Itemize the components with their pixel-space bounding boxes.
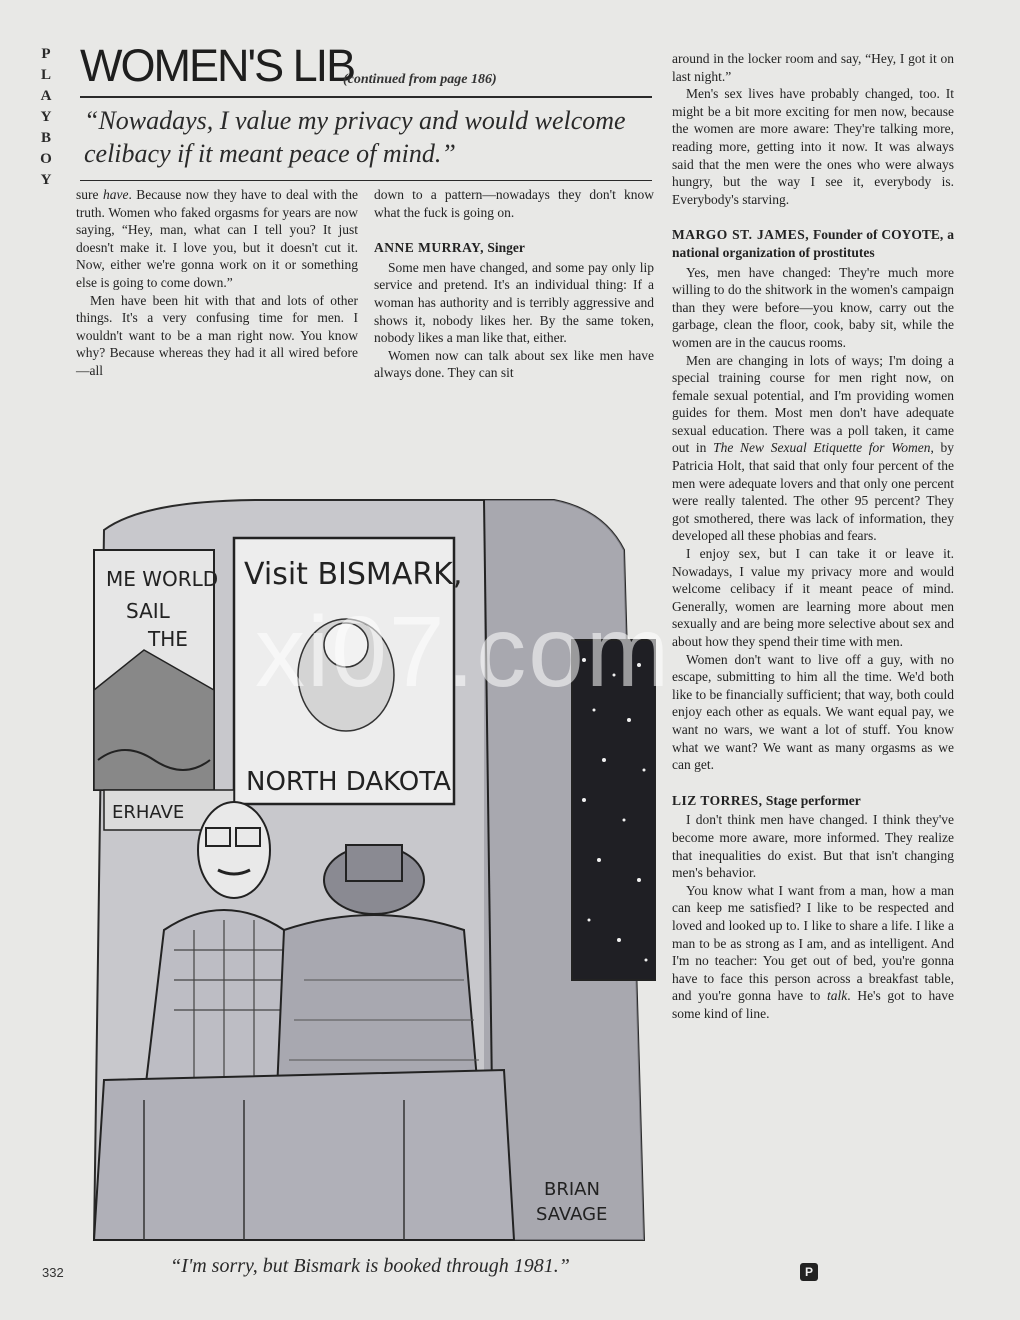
travel-poster-left [94, 550, 218, 790]
text-column-3 [672, 50, 954, 1022]
paragraph: Yes, men have changed: They're much more willing to do the shitwork in the women's campaign than they were before—you know, carry out the garbage, clean the floor, cook, baby sit, while the women are in the caucus rooms. [672, 264, 954, 350]
masthead-letter: O [40, 151, 52, 167]
paragraph: Men's sex lives have probably changed, too. It might be a bit more exciting for men now, because the women are more aware: They're talking more, reading more, getting into it now. It was always said that the men were the ones who were always hungry, but the way I see it, everybody is. Everybody's starving. [672, 86, 954, 207]
page-number: 332 [42, 1265, 64, 1280]
speaker-heading [672, 226, 954, 261]
text-column-1 [76, 186, 358, 380]
masthead-letter: Y [40, 109, 52, 125]
pull-quote-rule [80, 180, 652, 181]
speaker-heading [374, 239, 654, 257]
speaker-heading [672, 792, 954, 810]
speaker-name: MARGO ST. JAMES, [672, 227, 810, 243]
paragraph [672, 352, 954, 546]
book-title: The New Sexual Etiquette for Women [713, 440, 931, 456]
article-title: WOMEN'S LIB [80, 40, 355, 91]
poster-footer: NORTH DAKOTA [246, 767, 451, 797]
speaker-role: Stage performer [762, 792, 861, 808]
signature-line1: BRIAN [544, 1179, 600, 1200]
cartoon-caption: “I'm sorry, but Bismark is booked through 1981.” [170, 1255, 570, 1277]
masthead-letter: Y [40, 172, 52, 188]
bismark-poster [234, 538, 462, 804]
continued-note: (continued from page 186) [343, 72, 497, 87]
emphasis: have [102, 187, 129, 202]
emphasis: talk [827, 988, 848, 1004]
speaker-role: Founder of COYOTE, a national organization of prostitutes [672, 227, 954, 260]
poster-headline: Visit BISMARK, [244, 557, 463, 592]
watermark: xi07.com [255, 596, 672, 708]
playboy-masthead [34, 44, 58, 191]
sign-text: ERHAVE [112, 802, 185, 823]
speaker-name: ANNE MURRAY, [374, 240, 485, 256]
paragraph: Women now can talk about sex like men have always done. They can sit [374, 347, 654, 381]
paragraph: around in the locker room and say, “Hey, I got it on last night.” [672, 51, 954, 84]
pull-quote: “Nowadays, I value my privacy and would welcome celibacy if it meant peace of mind.” [84, 106, 626, 168]
poster-left-line3: THE [148, 627, 188, 651]
text-run: Men are changing in lots of ways; I'm doing a special training course for men right now, on female sexual potential, and I'm providing women guides for them. Most men don't have adequate sexual education. There was a poll taken, it came out in [672, 352, 954, 456]
desk [94, 1070, 514, 1240]
speaker-name: LIZ TORRES, [672, 792, 763, 808]
speaker-role: Singer [484, 240, 525, 256]
text-run: , by Patricia Holt, that said that only four percent of the men were adequate lovers and that only one percent were really talented. The other 95 percent? They got smothered, there was lack of information, they developed all these phobias and fears. [672, 440, 954, 544]
night-window [572, 640, 656, 980]
text-run: . Because now they have to deal with the truth. Women who faked orgasms for years are now saying, “Hey, man, what can I tell you? It just doesn't make it. I love you, but it doesn't cut it. Now, either we're gonna work on it or something else is going to come down.” [76, 187, 358, 290]
masthead-letter: B [40, 130, 51, 146]
header-rule [80, 96, 652, 98]
text-column-2 [374, 186, 654, 382]
text-run: sure [76, 187, 103, 202]
text-run: You know what I want from a man, how a man can keep me satisfied? I like to be respected and loved and looked up to. I like to share a life. I like a man to be as strong as I am, and as intelligent. And I'm no teacher: You get out of bed, you're gonna have to face this person across a breakfast table, and you're gonna have to [672, 882, 954, 1004]
masthead-letter: L [40, 67, 51, 83]
signature-line2: SAVAGE [536, 1204, 608, 1225]
cartoon-illustration [84, 460, 656, 1252]
paragraph: down to a pattern—nowadays they don't know what the fuck is going on. [374, 187, 654, 220]
paragraph: Women don't want to live off a guy, with no escape, submitting to him all the time. We'd both like to be financially sufficient; that way, both could enjoy each other as equals. We want equal pay, we want no wars, we want a lot of stuff. You know what we want? We want as many orgasms as we can get. [672, 651, 954, 773]
rabbit-head-endmark-icon: P [800, 1263, 818, 1281]
masthead-letter: P [41, 46, 51, 62]
poster-left-line1: ME WORLD [106, 567, 219, 591]
paragraph: Some men have changed, and some pay only lip service and pretend. It's an individual thing: If a woman has authority and is terribly aggressive and shows it, nobody likes her. By the same token, nobody likes a man like that, either. [374, 259, 654, 346]
paragraph: I don't think men have changed. I think they've become more aware, more informed. They realize that inequalities do exist. But that isn't changing men's behavior. [672, 812, 954, 881]
paragraph: I enjoy sex, but I can take it or leave it. Nowadays, I value my privacy more and would welcome celibacy if it meant peace of mind. Generally, women are learning more about men sexually and are being more selective about sex and about how they spend their time with men. [672, 546, 954, 649]
paragraph [76, 186, 358, 292]
poster-left-line2: SAIL [126, 599, 170, 623]
paragraph [672, 882, 954, 1023]
text-run: . He's got to have some kind of line. [672, 988, 954, 1021]
paragraph: Men have been hit with that and lots of other things. It's a very confusing time for men. I wouldn't want to be a man right now. You know why? Because whereas they had it all wired before—all [76, 292, 358, 378]
masthead-letter: A [40, 88, 52, 104]
